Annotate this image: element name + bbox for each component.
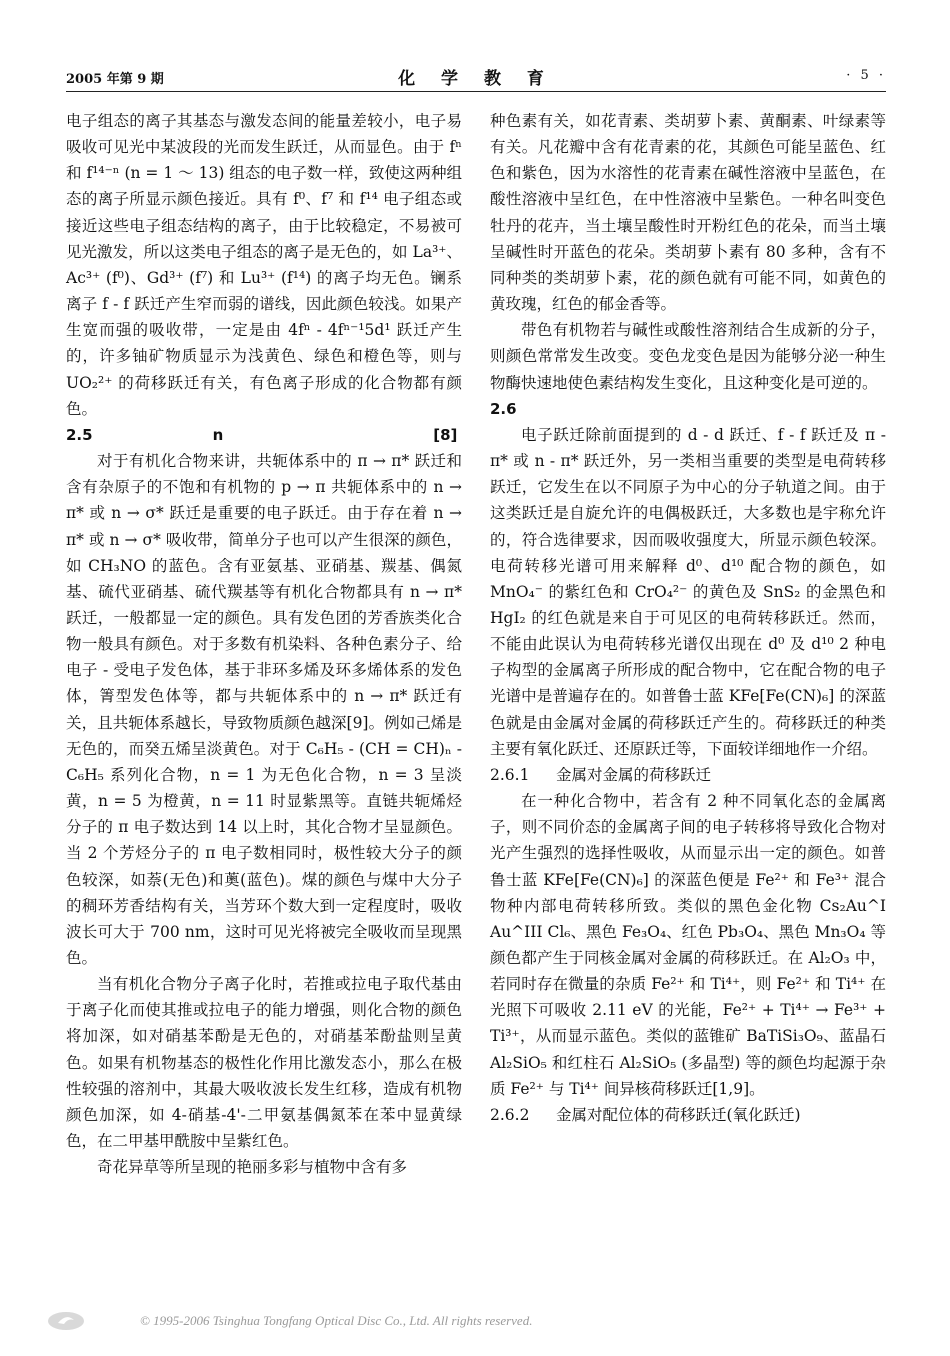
paragraph: 带色有机物若与碱性或酸性溶剂结合生成新的分子，则颜色常常发生改变。变色龙变色是因为能够分泌一种生物酶快速地使色素结构发生变化，且这种变化是可逆的。 [490, 321, 886, 392]
subsection-title: 金属对金属的荷移跃迁 [556, 765, 712, 784]
paragraph: 在一种化合物中，若含有 2 种不同氧化态的金属离子，则不同价态的金属离子间的电子转移将导致化合物对光产生强烈的选择性吸收，从而显示出一定的颜色。如普鲁士蓝 KFe[Fe(CN)₆] 的深蓝色便是 Fe²⁺ 和 Fe³⁺ 混合物种内部电荷转移所致。类似的黑色金化物 Cs₂Au^I Au^III Cl₆、黑色 Fe₃O₄、红色 Pb₃O₄、黑色 Mn₃O₄ 等颜色都产生于同核金属对金属的荷移跃迁。在 Al₂O₃ 中，若同时存在微量的杂质 Fe²⁺ 和 Ti⁴⁺，则 Fe²⁺ 和 Ti⁴⁺ 在光照下可吸收 2.11 eV 的光能，Fe²⁺ + Ti⁴⁺ → Fe³⁺ + Ti³⁺，从而显示蓝色。类似的蓝锥矿 BaTiSi₃O₉、蓝晶石 Al₂SiO₅ 和红柱石 Al₂SiO₅ (多晶型) 等的颜色均起源于杂质 Fe²⁺ 与 Ti⁴⁺ 间异核荷移跃迁[1,9]。 [490, 792, 886, 1098]
subsection-heading-2-6-2 [490, 1102, 886, 1128]
subsection-number: 2.6.2 [490, 1105, 530, 1124]
right-column [490, 108, 886, 1128]
paragraph: 种色素有关，如花青素、类胡萝卜素、黄酮素、叶绿素等有关。凡花瓣中含有花青素的花，其颜色可能呈蓝色、红色和紫色，因为水溶性的花青素在碱性溶液中呈蓝色，在酸性溶液中呈红色，在中性溶液中呈紫色。一种名叫变色牡丹的花卉，当土壤呈酸性时开粉红色的花朵，而当土壤呈碱性时开蓝色的花朵。类胡萝卜素有 80 多种，含有不同种类的类胡萝卜素，花的颜色就有可能不同，如黄色的黄玫瑰，红色的郁金香等。 [490, 112, 886, 314]
journal-title: 化 学 教 育 [398, 69, 554, 89]
paragraph: 电子组态的离子其基态与激发态间的能量差较小，电子易吸收可见光中某波段的光而发生跃迁，从而显色。由于 fⁿ 和 f¹⁴⁻ⁿ (n = 1 ～ 13) 组态的电子数一样，致使这两种组态的离子所显示颜色接近。具有 f⁰、f⁷ 和 f¹⁴ 电子组态或接近这些电子组态结构的离子，由于比较稳定，不易被可见光激发，所以这类电子组态的离子是无色的，如 La³⁺、Ac³⁺ (f⁰)、Gd³⁺ (f⁷) 和 Lu³⁺ (f¹⁴) 的离子均无色。镧系离子 f - f 跃迁产生窄而弱的谱线，因此颜色较浅。如果产生宽而强的吸收带，一定是由 4fⁿ - 4fⁿ⁻¹5d¹ 跃迁产生的，许多铀矿物质显示为浅黄色、绿色和橙色等，则与 UO₂²⁺ 的荷移跃迁有关，有色离子形成的化合物都有颜色。 [66, 112, 462, 418]
subsection-title: 金属对配位体的荷移跃迁(氧化跃迁) [556, 1105, 801, 1124]
section-heading-2-6: 2.6 [490, 399, 517, 418]
copyright-text: © 1995-2006 Tsinghua Tongfang Optical Disc Co., Ltd. All rights reserved. [140, 1313, 533, 1328]
subsection-number: 2.6.1 [490, 765, 530, 784]
page-number: · 5 · [846, 68, 886, 83]
paragraph: 奇花异草等所呈现的艳丽多彩与植物中含有多 [97, 1158, 408, 1177]
section-heading-2-5: 2.5 n [8] [66, 425, 458, 444]
paragraph: 电子跃迁除前面提到的 d - d 跃迁、f - f 跃迁及 π - π* 或 n - π* 跃迁外，另一类相当重要的类型是电荷转移跃迁，它发生在以不同原子为中心的分子轨道之间。由于这类跃迁是自旋允许的电偶极跃迁，大多数也是宇称允许的，符合选律要求，因而吸收强度大，所显示颜色较深。电荷转移光谱可用来解释 d⁰、d¹⁰ 配合物的颜色，如 MnO₄⁻ 的紫红色和 CrO₄²⁻ 的黄色及 SnS₂ 的金黑色和 HgI₂ 的红色就是来自于可见区的电荷转移跃迁。然而，不能由此误认为电荷转移光谱仅出现在 d⁰ 及 d¹⁰ 2 种电子构型的金属离子所形成的配合物中，它在配合物的电子光谱中是普遍存在的。如普鲁士蓝 KFe[Fe(CN)₆] 的深蓝色就是由金属对金属的荷移跃迁产生的。荷移跃迁的种类主要有氧化跃迁、还原跃迁等，下面较详细地作一介绍。 [490, 425, 886, 758]
page-footer [30, 1308, 930, 1334]
paragraph: 对于有机化合物来讲，共轭体系中的 π → π* 跃迁和含有杂原子的不饱和有机物的 p → π 共轭体系中的 n → π* 或 n → σ* 跃迁是重要的电子跃迁。由于存在着 n → π* 或 n → σ* 吸收带，简单分子也可以产生很深的颜色，如 CH₃NO 的蓝色。含有亚氨基、亚硝基、羰基、偶氮基、硫代亚硝基、硫代羰基等有机化合物都具有 n → π* 跃迁，一般都显一定的颜色。具有发色团的芳香族类化合物一般具有颜色。对于多数有机染料、各种色素分子、给电子 - 受电子发色体，基于非环多烯及环多烯体系的发色体，箐型发色体等，都与共轭体系中的 n → π* 跃迁有关，且共轭体系越长，导致物质颜色越深[9]。例如己烯是无色的，而癸五烯呈淡黄色。对于 C₆H₅ - (CH = CH)ₙ - C₆H₅ 系列化合物，n = 1 为无色化合物，n = 3 呈淡黄，n = 5 为橙黄，n = 11 时显紫黑等。直链共轭烯烃分子的 π 电子数达到 14 以上时，其化合物才呈显颜色。当 2 个芳烃分子的 π 电子数相同时，极性较大分子的颜色较深，如萘(无色)和薁(蓝色)。煤的颜色与煤中大分子的稠环芳香结构有关，当芳环个数大到一定程度时，吸收波长可大于 700 nm，这时可见光将被完全吸收而呈现黑色。 [66, 452, 462, 967]
publisher-logo-icon [46, 1310, 86, 1332]
paragraph: 当有机化合物分子离子化时，若推或拉电子取代基由于离子化而使其推或拉电子的能力增强，则化合物的颜色将加深，如对硝基苯酚是无色的，对硝基苯酚盐则呈黄色。如果有机物基态的极性化作用比激发态小，那么在极性较强的溶剂中，其最大吸收波长发生红移，造成有机物颜色加深，如 4-硝基-4'-二甲氨基偶氮苯在苯中显黄绿色，在二甲基甲酰胺中呈紫红色。 [66, 975, 462, 1151]
page-header [66, 64, 886, 88]
left-column [66, 108, 462, 1180]
subsection-heading-2-6-1 [490, 762, 886, 788]
issue-label: 2005 年第 9 期 [66, 72, 164, 87]
header-rule [66, 91, 886, 92]
